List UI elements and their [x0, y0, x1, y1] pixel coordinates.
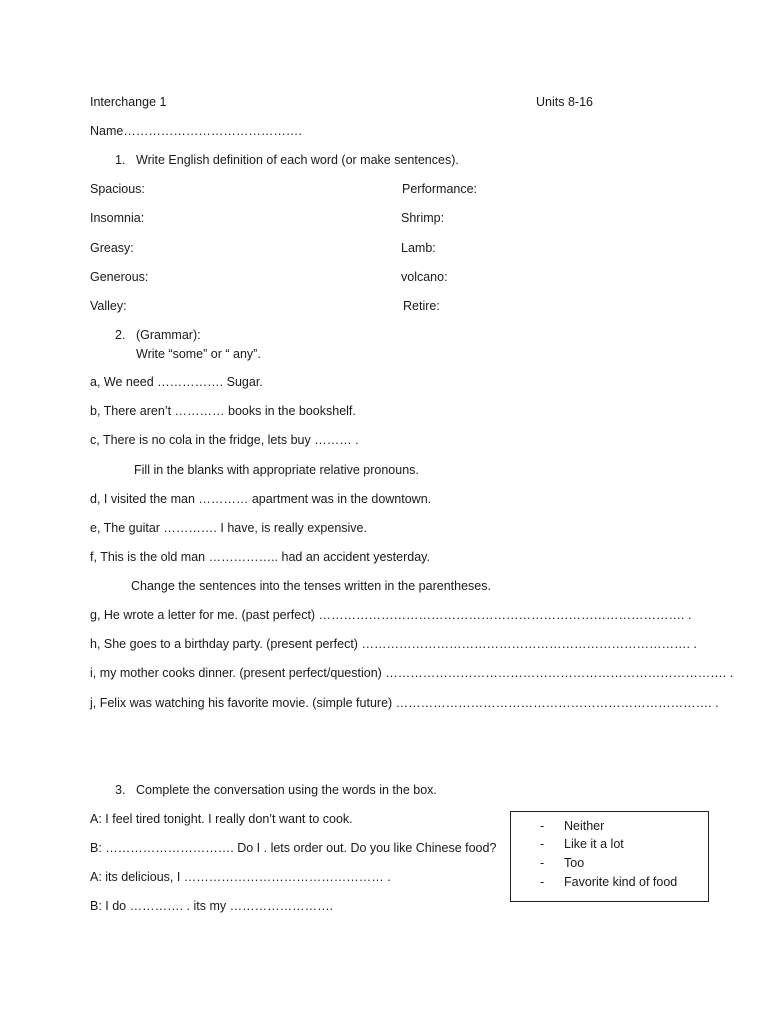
word-box-text: Too: [564, 856, 585, 870]
vocab-word: volcano:: [401, 270, 448, 284]
word-box-text: Neither: [564, 819, 605, 833]
exercise-item: i, my mother cooks dinner. (present perfect/question) ………………………………………………………………………. .: [90, 666, 734, 680]
vocab-word: Greasy:: [90, 241, 134, 255]
tense-instruction: Change the sentences into the tenses written in the parentheses.: [131, 579, 491, 593]
section2-instruction: Write “some” or “ any”.: [136, 347, 261, 361]
exercise-item: j, Felix was watching his favorite movie. (simple future) …………………………………………………………………. .: [90, 696, 719, 710]
units-label: Units 8-16: [536, 95, 593, 109]
exercise-item: g, He wrote a letter for me. (past perfect) ……………………………………………………………………………. .: [90, 608, 692, 622]
exercise-item: b, There aren’t ………… books in the bookshelf.: [90, 404, 356, 418]
section2-heading: (Grammar):: [136, 328, 201, 342]
dialogue-line: B: I do …………. . its my …………………….: [90, 899, 334, 913]
name-field-line: Name…………………………………….: [90, 124, 302, 138]
vocab-word: Performance:: [402, 182, 478, 196]
bullet-dash: -: [540, 875, 545, 889]
vocab-word: Retire:: [403, 299, 440, 313]
word-box-text: Like it a lot: [564, 837, 624, 851]
vocab-word: Valley:: [90, 299, 127, 313]
bullet-dash: -: [540, 819, 545, 833]
vocab-word: Shrimp:: [401, 211, 445, 225]
section3-instruction: Complete the conversation using the words in the box.: [136, 783, 437, 797]
relative-pronoun-instruction: Fill in the blanks with appropriate relative pronouns.: [134, 463, 419, 477]
section1-instruction: Write English definition of each word (or make sentences).: [136, 153, 459, 167]
section3-number: 3.: [115, 783, 126, 797]
word-box-text: Favorite kind of food: [564, 875, 678, 889]
section1-number: 1.: [115, 153, 126, 167]
exercise-item: d, I visited the man ………… apartment was in the downtown.: [90, 492, 432, 506]
bullet-dash: -: [540, 856, 545, 870]
exercise-item: e, The guitar …………. I have, is really expensive.: [90, 521, 367, 535]
section2-number: 2.: [115, 328, 126, 342]
vocab-word: Spacious:: [90, 182, 145, 196]
vocab-word: Lamb:: [401, 241, 436, 255]
exercise-item: f, This is the old man …………….. had an accident yesterday.: [90, 550, 430, 564]
vocab-word: Generous:: [90, 270, 149, 284]
dialogue-line: A: I feel tired tonight. I really don’t want to cook.: [90, 812, 353, 826]
dialogue-line: B: …………………………. Do I . lets order out. Do you like Chinese food?: [90, 841, 497, 855]
vocab-word: Insomnia:: [90, 211, 145, 225]
exercise-item: h, She goes to a birthday party. (present perfect) ……………………………………………………………………. .: [90, 637, 697, 651]
exercise-item: c, There is no cola in the fridge, lets buy ……… .: [90, 433, 359, 447]
worksheet-title: Interchange 1: [90, 95, 167, 109]
word-box: [510, 811, 709, 902]
dialogue-line: A: its delicious, I ………………………………………… .: [90, 870, 391, 884]
exercise-item: a, We need ……………. Sugar.: [90, 375, 263, 389]
bullet-dash: -: [540, 837, 545, 851]
